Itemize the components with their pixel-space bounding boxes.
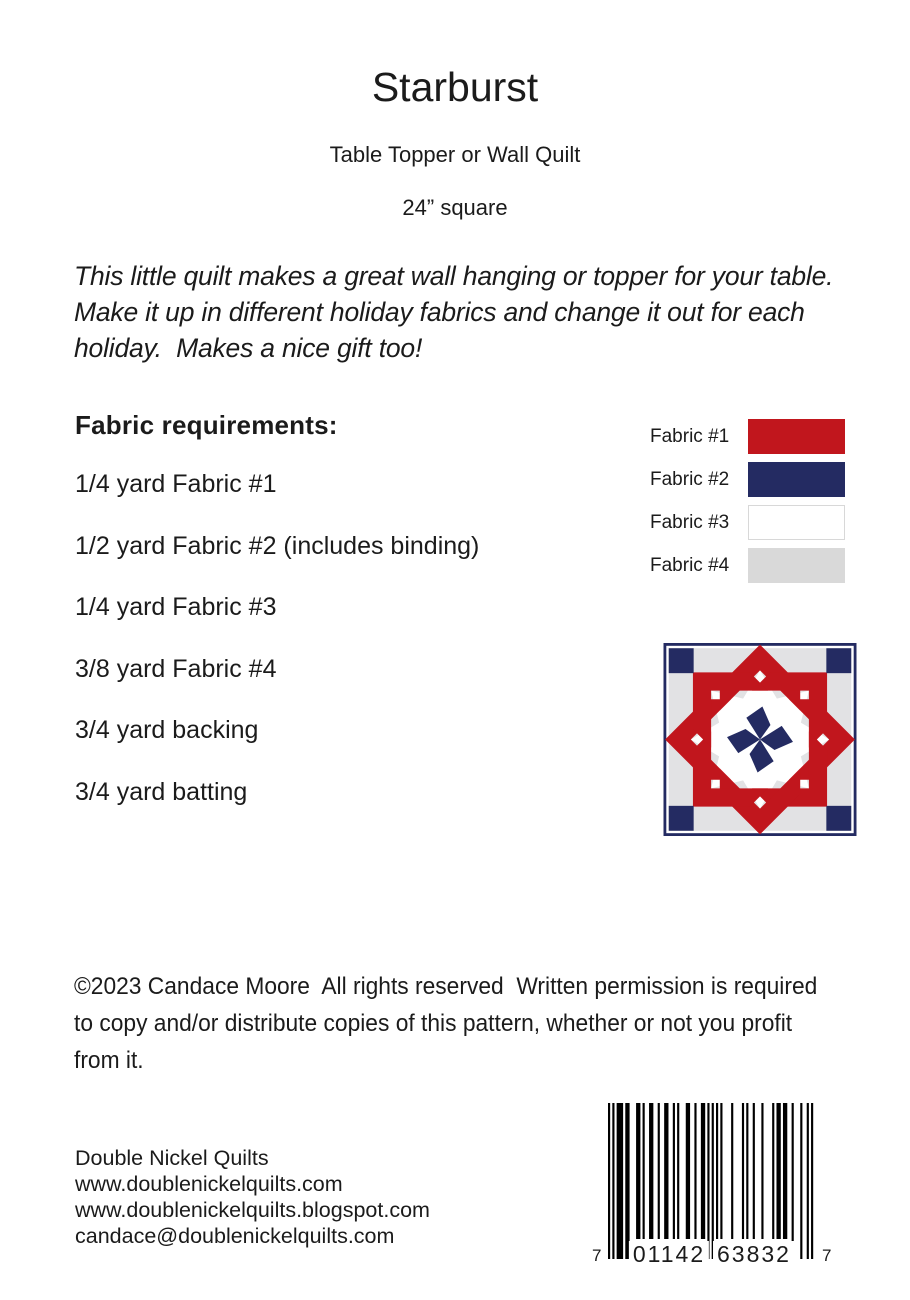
business-name: Double Nickel Quilts xyxy=(75,1146,269,1170)
fabric-requirements-heading: Fabric requirements: xyxy=(75,410,338,440)
legend-swatch xyxy=(748,548,845,583)
copyright-notice: ©2023 Candace Moore All rights reserved Written permission is required to copy and/or distribute copies of this pattern, whether or not you profit from it. xyxy=(74,973,824,1074)
requirement-item: 3/4 yard backing xyxy=(75,716,259,744)
barcode-digit-left: 7 xyxy=(592,1246,602,1265)
legend-row xyxy=(650,505,850,540)
requirement-item: 1/4 yard Fabric #3 xyxy=(75,593,277,621)
legend-swatch xyxy=(748,505,845,540)
finished-size: 24” square xyxy=(402,195,508,220)
page-subtitle: Table Topper or Wall Quilt xyxy=(329,142,581,167)
website-url: www.doublenickelquilts.com xyxy=(75,1172,343,1196)
legend-label: Fabric #4 xyxy=(650,554,730,576)
legend-row xyxy=(650,462,850,497)
barcode-digit-group2: 63832 xyxy=(713,1241,795,1268)
requirement-item: 3/8 yard Fabric #4 xyxy=(75,655,277,683)
legend-label: Fabric #1 xyxy=(650,425,730,447)
legend-swatch xyxy=(748,462,845,497)
quilt-block-image xyxy=(662,643,858,836)
barcode-digit-group1: 01142 xyxy=(629,1241,709,1268)
legend-label: Fabric #3 xyxy=(650,511,730,533)
legend-row xyxy=(650,419,850,454)
intro-paragraph: This little quilt makes a great wall hanging or topper for your table. Make it up in different holiday fabrics and change it out for each holiday. Makes a nice gift too! xyxy=(74,261,841,363)
requirement-item: 3/4 yard batting xyxy=(75,778,248,806)
requirement-item: 1/2 yard Fabric #2 (includes binding) xyxy=(75,532,480,560)
legend-row xyxy=(650,548,850,583)
requirement-item: 1/4 yard Fabric #1 xyxy=(75,470,277,498)
barcode-bars xyxy=(608,1103,814,1263)
barcode-digit-right: 7 xyxy=(822,1246,832,1265)
contact-block xyxy=(75,1145,430,1249)
starburst-block-svg xyxy=(662,643,858,836)
legend-label: Fabric #2 xyxy=(650,468,730,490)
blog-url: www.doublenickelquilts.blogspot.com xyxy=(75,1198,430,1222)
email-address: candace@doublenickelquilts.com xyxy=(75,1224,395,1248)
page-title: Starburst xyxy=(371,64,539,110)
legend-swatch xyxy=(748,419,845,454)
upc-barcode xyxy=(592,1103,838,1268)
